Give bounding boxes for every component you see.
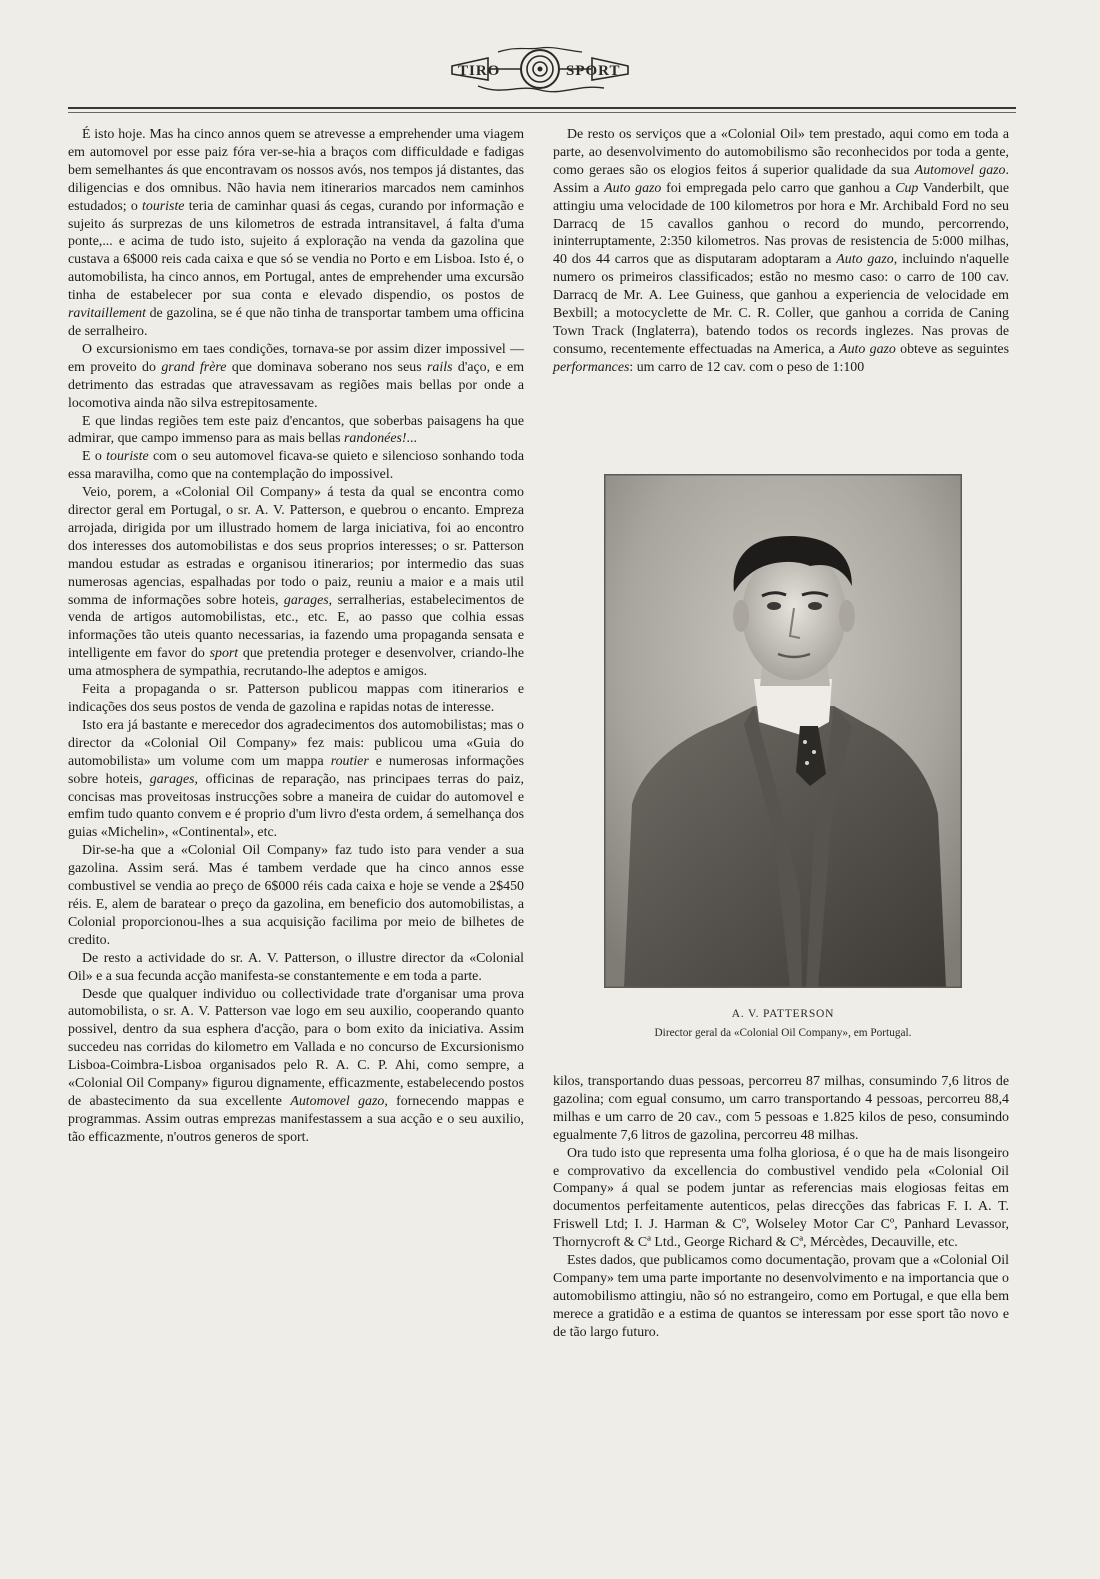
paragraph: O excursionismo em taes condições, tornava-se por assim dizer impossivel — em proveito do grand frère que dominava soberano nos seus rails d'aço, e em detrimento das estradas que atravessavam as regiões mais bellas por onde a locomotiva ainda não silva estrepitosamente. bbox=[68, 341, 525, 411]
paragraph: E que lindas regiões tem este paiz d'encantos, que soberbas paisagens ha que admirar, que campo immenso para as mais bellas randonées!... bbox=[68, 413, 524, 447]
masthead-logo bbox=[448, 44, 632, 96]
paragraph: Feita a propaganda o sr. Patterson publicou mappas com itinerarios e indicações dos seus postos de venda de gazolina e rapidas notas de interesse. bbox=[68, 682, 524, 715]
svg-text:SPORT: SPORT bbox=[566, 63, 621, 79]
svg-text:TIRO: TIRO bbox=[458, 63, 501, 79]
photo-caption-subtitle: Director geral da «Colonial Oil Company», em Portugal. bbox=[654, 1027, 912, 1039]
paragraph: E o touriste com o seu automovel ficava-se quieto e silencioso sonhando toda essa maravilha, como que na contemplação do impossivel. bbox=[68, 449, 524, 483]
paragraph: Estes dados, que publicamos como documentação, provam que a «Colonial Oil Company» tem uma parte importante no desenvolvimento e na importancia que o automobilismo attingiu, não só no estrangeiro, como em Portugal, e que ella bem merece a gratidão e a estima de quantos se interessam por esse sport tão novo e de tão largo futuro. bbox=[553, 1253, 1009, 1340]
portrait-photo bbox=[604, 474, 962, 988]
header-rule bbox=[68, 107, 1016, 109]
left-column bbox=[68, 126, 524, 1147]
paragraph: De resto a actividade do sr. A. V. Patterson, o illustre director da «Colonial Oil» e a sua fecunda acção manifesta-se constantemente e em toda a parte. bbox=[68, 950, 524, 984]
paragraph: Isto era já bastante e merecedor dos agradecimentos dos automobilistas; mas o director da «Colonial Oil Company» fez mais: publicou uma «Guia do automobilista» um volume com um mappa routier e numerosas informações sobre hoteis, garages, officinas de reparação, nas principaes terras do paiz, concisas mas proveitosas instrucções sobre a maneira de cuidar do automovel e emfim tudo quanto convem e é proprio d'um livro d'esta ordem, á semelhança dos guias «Michelin», «Continental», etc. bbox=[68, 717, 524, 841]
paragraph: De resto os serviços que a «Colonial Oil» tem prestado, aqui como em toda a parte, ao desenvolvimento do automobilismo são reconhecidos por toda a gente, como geraes são os elogios feitos á superior qualidade da sua Automovel gazo. Assim a Auto gazo foi empregada pelo carro que ganhou a Cup Vanderbilt, que attingiu uma velocidade de 100 kilometros por hora e Mr. Archibald Ford no seu Darracq de 15 cavallos ganhou o record do mundo, percorrendo, ininterruptamente, 2:350 kilometros. Nas provas de resistencia de 5:000 milhas, 40 dos 44 carros que as disputaram adoptaram a Auto gazo, incluindo n'aquelle numero os primeiros classificados; estão no mesmo caso: o carro de 100 cav. Darracq de Mr. A. Lee Guiness, que ganhou a experiencia de velocidade em Bexbill; a motocyclette de Mr. C. R. Coller, que ganhou a corrida de Caning Town Track (Inglaterra), batendo todos os records inglezes. Nas provas de consumo, recentemente effectuadas na America, a Auto gazo obteve as seguintes performances: um carro de 12 cav. com o peso de 1:100 bbox=[553, 127, 1010, 375]
paragraph: Ora tudo isto que representa uma folha gloriosa, é o que ha de mais lisongeiro e comprovativo da excellencia do combustivel vendido pela «Colonial Oil Company» á qual se podem juntar as referencias mais elogiosas feitas em documentos perfeitamente autenticos, pelas direcções das fabricas F. I. A. T. Friswell Ltd; I. J. Harman & Cº, Wolseley Motor Car Cº, Panhard Levassor, Thornycroft & Cª Ltd., George Richard & Cª, Mércèdes, Decauville, etc. bbox=[553, 1145, 1009, 1251]
paragraph: Veio, porem, a «Colonial Oil Company» á testa da qual se encontra como director geral em Portugal, o sr. A. V. Patterson, e quebrou o encanto. Empreza arrojada, dirigida por um illustrado homem de larga iniciativa, foi ao encontro dos interesses dos automobilistas e dos seus proprios interesses; o sr. Patterson mandou estudar as estradas e organisou itinerarios; por intermedio das suas numerosas agencias, espalhadas por todo o paiz, reuniu a maior e a mais util somma de informações sobre hoteis, garages, serralherias, estabelecimentos de venda de artigos automobilistas, etc., etc. E, ao passo que colhia essas informações tão uteis quanto necessarias, ia fazendo uma propaganda sensata e intelligente em favor do sport que pretendia proteger e desenvolver, criando-lhe uma atmosphera de sympathia, recrutando-lhe adeptos e amigos. bbox=[68, 485, 524, 680]
paragraph: Dir-se-ha que a «Colonial Oil Company» faz tudo isto para vender a sua gazolina. Assim será. Mas é tambem verdade que ha cinco annos esse combustivel se vendia ao preço de 6$000 réis cada caixa e hoje se vende a 2$450 réis. E, alem de baratear o preço da gazolina, em beneficio dos automobilistas, a Colonial proporcionou-lhes a sua acquisição facilima por meio de bilhetes de credito. bbox=[68, 843, 524, 948]
right-column-top bbox=[553, 126, 1009, 377]
paragraph: É isto hoje. Mas ha cinco annos quem se atrevesse a emprehender uma viagem em automovel por esse paiz fóra ver-se-hia a braços com difficuldade e fadigas bem semelhantes ás que encontravam os nossos avós, nos tempos já distantes, das diligencias e dos omnibus. Não havia nem itinerarios marcados nem caminhos estudados; o touriste teria de caminhar quasi ás cegas, curando por informação e sujeito ás surprezas de uns kilometros de estrada intransitavel, á falta d'uma ponte,... e acima de tudo isto, sujeito á exploração na venda da gazolina que custava a 6$000 reis cada caixa e que só se vendia no Porto e em Lisboa. Isto é, o automobilista, ha cinco annos, em Portugal, antes de emprehender uma excursão tinha de estabelecer por sua conta e elevado dispendio, os postos de ravitaillement de gazolina, se é que não tinha de transportar tambem uma officina de serralheiro. bbox=[68, 127, 524, 339]
photo-caption-name: A. V. PATTERSON bbox=[731, 1008, 835, 1020]
paragraph: Desde que qualquer individuo ou collectividade trate d'organisar uma prova automobilista, o sr. A. V. Patterson vae logo em seu auxilio, cooperando quanto possivel, dentro da sua esphera d'acção, para o bom exito da iniciativa. Assim succedeu nas corridas do kilometro em Vallada e no concurso de Excursionismo Lisboa-Coimbra-Lisboa organisados pelo R. A. C. P. Ahi, como sempre, a «Colonial Oil Company» figurou dignamente, efficazmente, estabelecendo postos de abastecimento da sua excellente Automovel gazo, fornecendo mappas e programmas. Assim outras emprezas manifestassem a sua acção e o seu auxilio, tão efficazmente, n'outros generos de sport. bbox=[68, 986, 524, 1145]
paragraph: kilos, transportando duas pessoas, percorreu 87 milhas, consumindo 7,6 litros de gazolina; com egual consumo, um carro transportando 4 pessoas, percorreu 88,4 milhas e um carro de 20 cav., com 5 pessoas e 1.825 kilos de peso, consumindo egualmente 7,6 litros de gazolina, percorreu 48 milhas. bbox=[553, 1074, 1009, 1143]
right-column-bottom bbox=[553, 1073, 1009, 1342]
header-rule-thin bbox=[68, 112, 1016, 113]
